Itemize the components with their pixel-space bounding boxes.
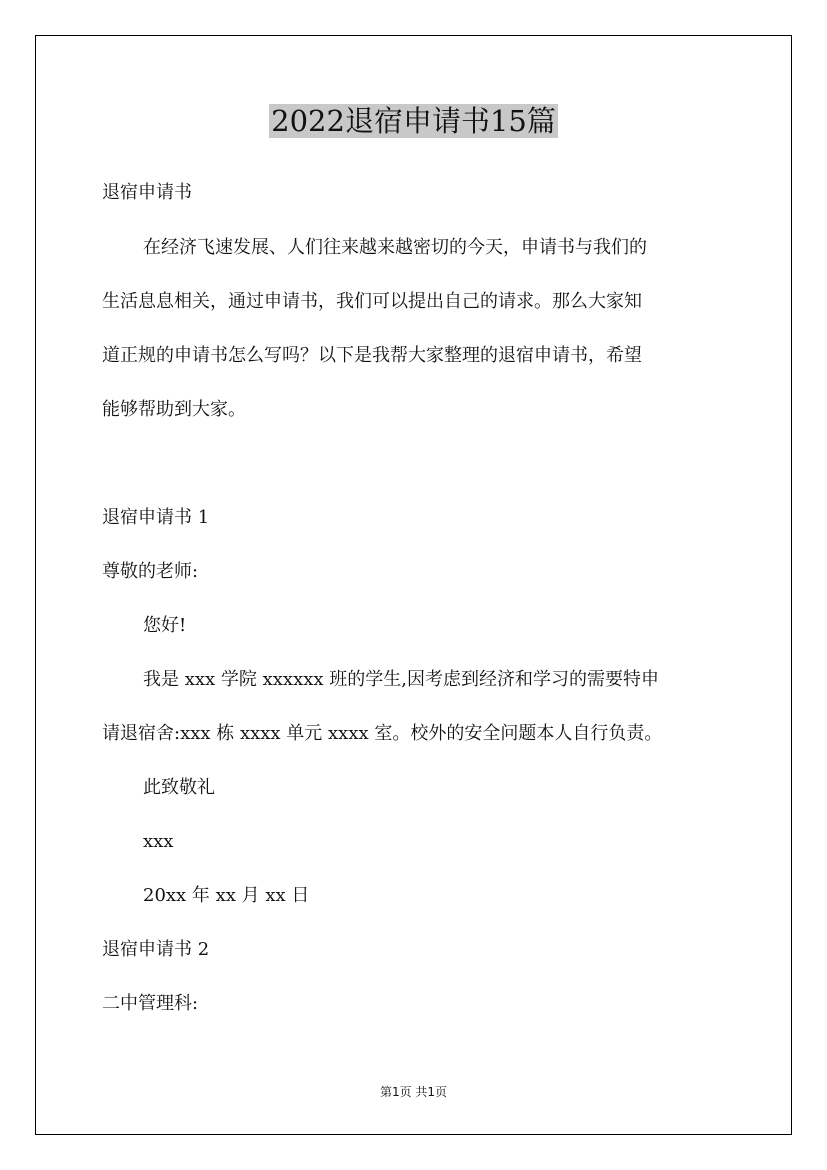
page-footer: 第1页 共1页 xyxy=(379,1085,448,1099)
intro-heading: 退宿申请书 xyxy=(102,182,192,203)
letter2-salutation: 二中管理科: xyxy=(102,993,199,1014)
intro-line: 能够帮助到大家。 xyxy=(102,399,246,420)
letter1-heading: 退宿申请书 1 xyxy=(102,507,210,528)
document-title-text: 2022退宿申请书15篇 xyxy=(271,104,556,138)
document-title xyxy=(0,101,827,141)
letter2-heading: 退宿申请书 2 xyxy=(102,939,210,960)
intro-line: 道正规的申请书怎么写吗？以下是我帮大家整理的退宿申请书，希望 xyxy=(102,345,642,366)
letter1-body-line: 我是 xxx 学院 xxxxxx 班的学生,因考虑到经济和学习的需要特申 xyxy=(143,669,659,690)
letter1-salutation: 尊敬的老师: xyxy=(102,561,199,582)
letter1-greeting: 您好! xyxy=(143,615,187,636)
intro-line: 生活息息相关，通过申请书，我们可以提出自己的请求。那么大家知 xyxy=(102,291,642,312)
letter1-body-line: 请退宿舍:xxx 栋 xxxx 单元 xxxx 室。校外的安全问题本人自行负责。 xyxy=(102,723,663,744)
letter1-signature: xxx xyxy=(143,831,174,852)
letter1-closing: 此致敬礼 xyxy=(143,777,215,798)
intro-line: 在经济飞速发展、人们往来越来越密切的今天，申请书与我们的 xyxy=(143,237,647,258)
letter1-date: 20xx 年 xx 月 xx 日 xyxy=(143,885,310,906)
